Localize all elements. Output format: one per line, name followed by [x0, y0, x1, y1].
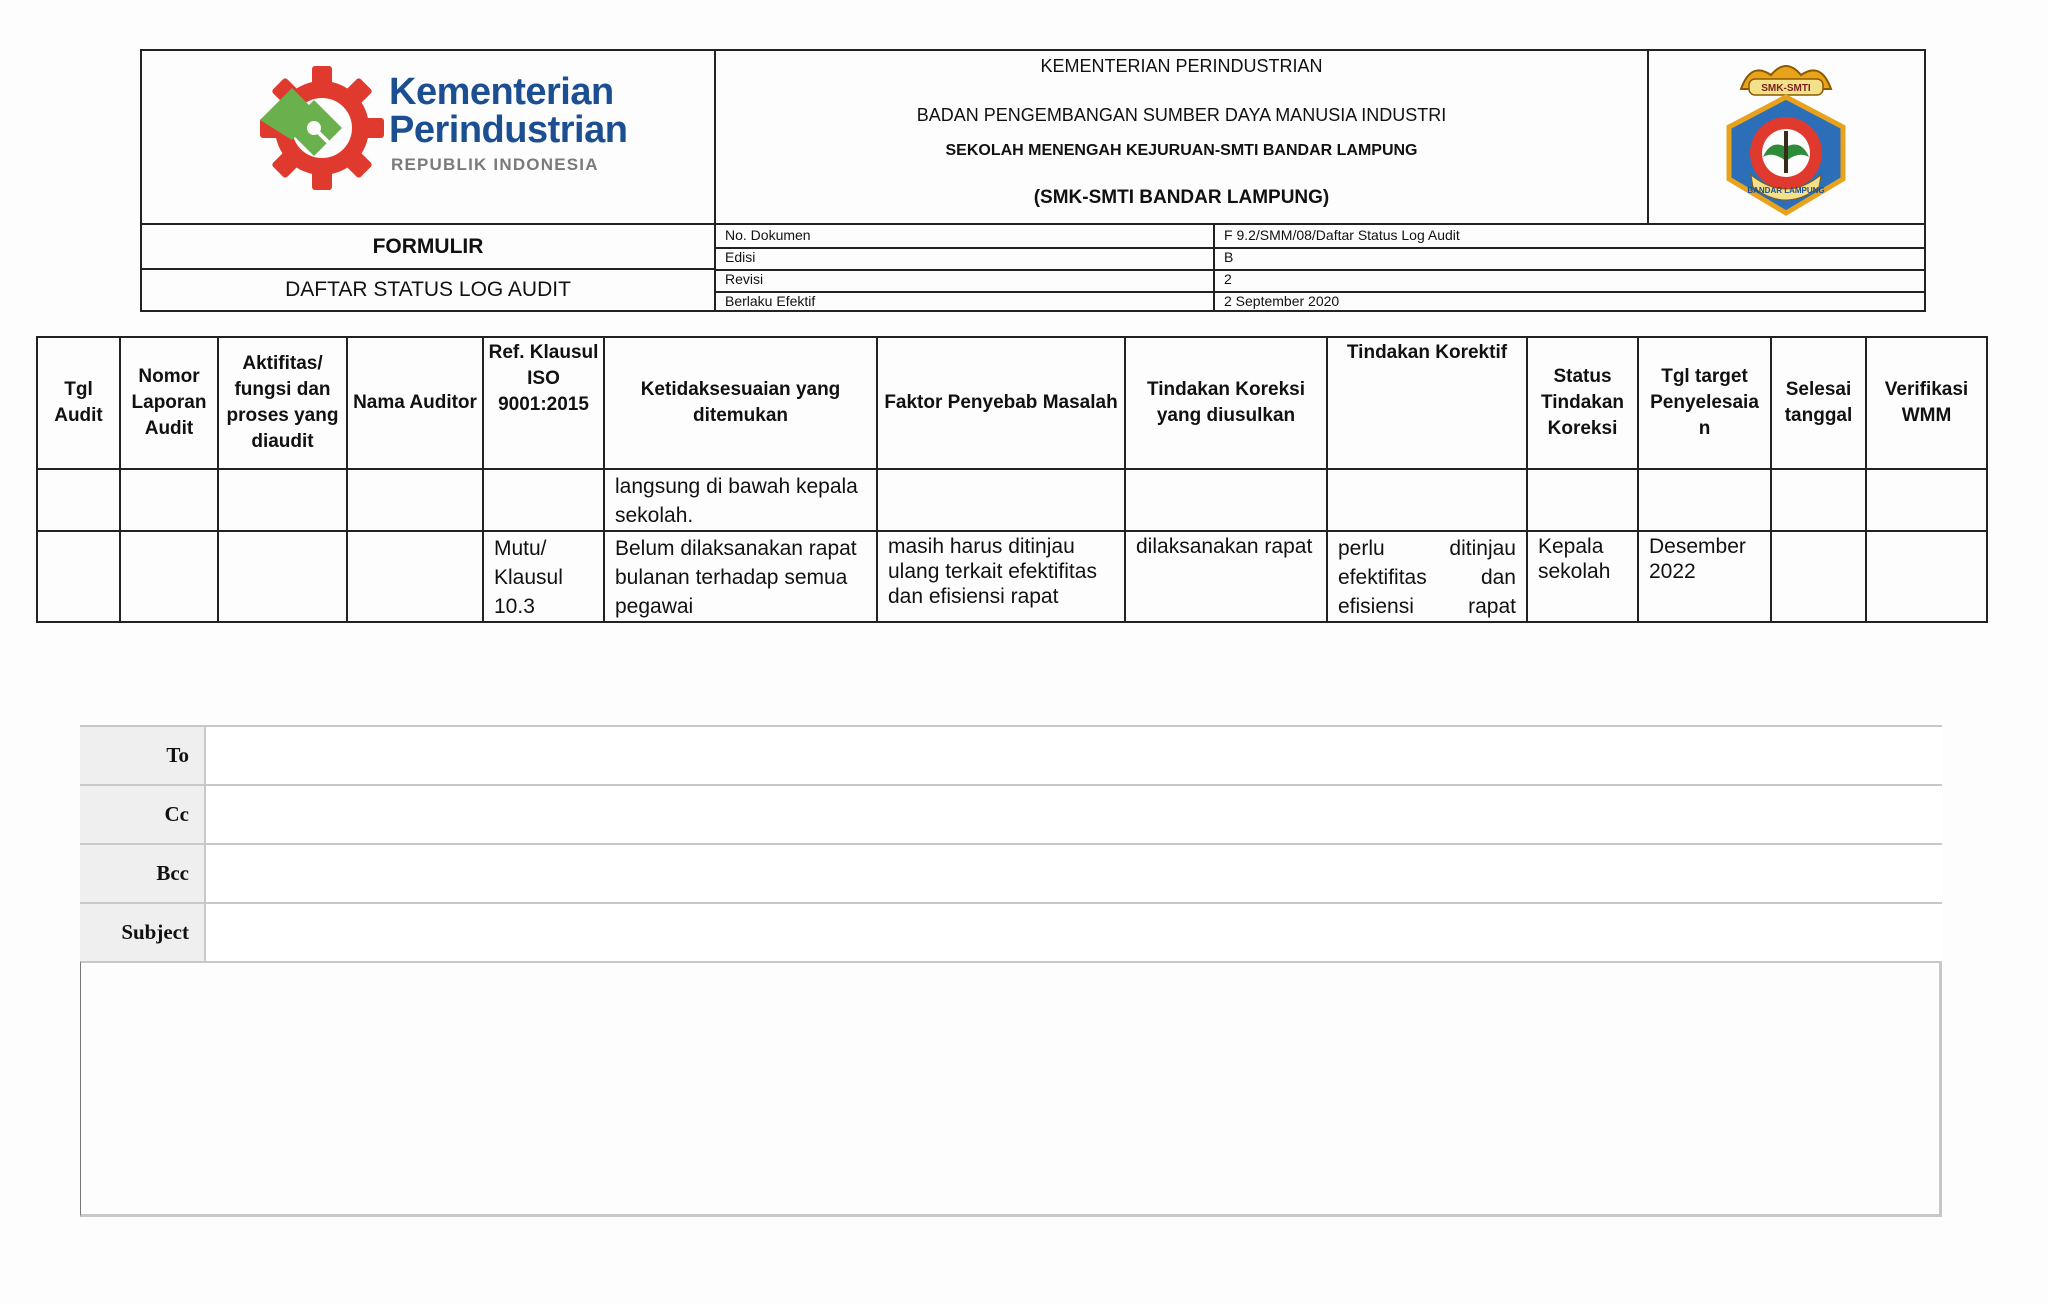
table-cell: Mutu/ Klausul 10.3	[483, 531, 604, 622]
logo-line-1: Kementerian	[389, 71, 614, 113]
school-emblem-cell	[1649, 51, 1926, 225]
table-cell: Belum dilaksanakan rapat bulanan terhadap semua pegawai	[604, 531, 877, 622]
bcc-row	[80, 843, 1942, 904]
table-header-row	[37, 337, 1987, 469]
column-header-tindakan-koreksi: Tindakan Koreksi yang diusulkan	[1125, 337, 1327, 469]
ministry-name: KEMENTERIAN PERINDUSTRIAN	[1040, 56, 1323, 76]
doc-info-key: No. Dokumen	[716, 225, 1215, 247]
doc-info-value: 2 September 2020	[1224, 293, 1340, 309]
form-title: DAFTAR STATUS LOG AUDIT	[285, 278, 571, 301]
ministry-logo-cell	[142, 51, 716, 225]
table-cell	[37, 469, 120, 531]
column-header-nomor-laporan: Nomor Laporan Audit	[120, 337, 218, 469]
cc-input[interactable]	[206, 786, 1942, 847]
doc-info-key: Berlaku Efektif	[716, 291, 1215, 312]
subject-row	[80, 902, 1942, 963]
column-header-ref-klausul: Ref. Klausul ISO 9001:2015	[483, 337, 604, 469]
cc-row	[80, 784, 1942, 845]
subject-input[interactable]	[206, 904, 1942, 965]
table-cell: Desember 2022	[1638, 531, 1771, 622]
emblem-banner-text: SMK-SMTI	[1761, 83, 1811, 94]
doc-info-row	[716, 247, 1926, 271]
table-cell	[1527, 469, 1638, 531]
to-label: To	[80, 727, 206, 786]
school-abbreviation: (SMK-SMTI BANDAR LAMPUNG)	[1033, 187, 1330, 208]
table-cell	[877, 469, 1125, 531]
column-header-tgl-target: Tgl target Penyelesaia n	[1638, 337, 1771, 469]
bcc-input[interactable]	[206, 845, 1942, 906]
table-cell	[120, 469, 218, 531]
document-header	[140, 49, 1926, 312]
email-compose-form	[80, 725, 1942, 1217]
agency-name: BADAN PENGEMBANGAN SUMBER DAYA MANUSIA INDUSTRI	[916, 105, 1447, 125]
doc-info-row	[716, 291, 1926, 312]
doc-info-row	[716, 225, 1926, 249]
audit-status-table	[36, 336, 1988, 623]
ministry-gear-icon	[257, 63, 387, 193]
table-cell: dilaksanakan rapat	[1125, 531, 1327, 622]
doc-info-value: B	[1224, 249, 1234, 265]
logo-line-3: REPUBLIK INDONESIA	[391, 155, 599, 174]
column-header-tgl-audit: Tgl Audit	[37, 337, 120, 469]
doc-info-key: Edisi	[716, 247, 1215, 269]
table-cell	[218, 531, 347, 622]
column-header-faktor-penyebab: Faktor Penyebab Masalah	[877, 337, 1125, 469]
to-input[interactable]	[206, 727, 1942, 788]
column-header-nama-auditor: Nama Auditor	[347, 337, 483, 469]
emblem-ribbon-text: BANDAR LAMPUNG	[1747, 186, 1825, 195]
logo-line-2: Perindustrian	[389, 109, 628, 151]
table-cell	[1125, 469, 1327, 531]
school-name: SEKOLAH MENENGAH KEJURUAN-SMTI BANDAR LAMPUNG	[945, 142, 1418, 159]
table-row	[37, 469, 1987, 531]
table-cell	[347, 531, 483, 622]
doc-info-value: 2	[1224, 271, 1232, 287]
table-cell: masih harus ditinjau ulang terkait efektifitas dan efisiensi rapat	[877, 531, 1125, 622]
table-cell	[1638, 469, 1771, 531]
table-cell	[483, 469, 604, 531]
table-cell	[1866, 469, 1987, 531]
table-cell	[1771, 531, 1866, 622]
table-cell	[1771, 469, 1866, 531]
column-header-selesai-tanggal: Selesai tanggal	[1771, 337, 1866, 469]
to-row	[80, 725, 1942, 786]
school-emblem-icon	[1711, 57, 1861, 217]
email-body-textarea[interactable]	[80, 961, 1942, 1217]
institution-title-cell	[716, 51, 1649, 225]
column-header-status-tindakan: Status Tindakan Koreksi	[1527, 337, 1638, 469]
table-cell	[218, 469, 347, 531]
doc-info-key: Revisi	[716, 269, 1215, 291]
table-cell: langsung di bawah kepala sekolah.	[604, 469, 877, 531]
table-cell: perlu ditinjau efektifitas dan efisiensi rapat	[1327, 531, 1527, 622]
document-info-table	[716, 225, 1926, 312]
column-header-ketidaksesuaian: Ketidaksesuaian yang ditemukan	[604, 337, 877, 469]
table-cell	[1866, 531, 1987, 622]
doc-info-value: F 9.2/SMM/08/Daftar Status Log Audit	[1224, 227, 1460, 243]
subject-label: Subject	[80, 904, 206, 963]
table-cell: Kepala sekolah	[1527, 531, 1638, 622]
form-label: FORMULIR	[142, 225, 714, 270]
table-cell	[37, 531, 120, 622]
doc-info-row	[716, 269, 1926, 293]
table-cell	[347, 469, 483, 531]
column-header-aktifitas: Aktifitas/ fungsi dan proses yang diaudit	[218, 337, 347, 469]
table-cell	[1327, 469, 1527, 531]
cc-label: Cc	[80, 786, 206, 845]
table-row	[37, 531, 1987, 622]
table-cell	[120, 531, 218, 622]
column-header-tindakan-korektif: Tindakan Korektif	[1327, 337, 1527, 469]
bcc-label: Bcc	[80, 845, 206, 904]
column-header-verifikasi-wmm: Verifikasi WMM	[1866, 337, 1987, 469]
form-label-cell	[142, 225, 716, 312]
